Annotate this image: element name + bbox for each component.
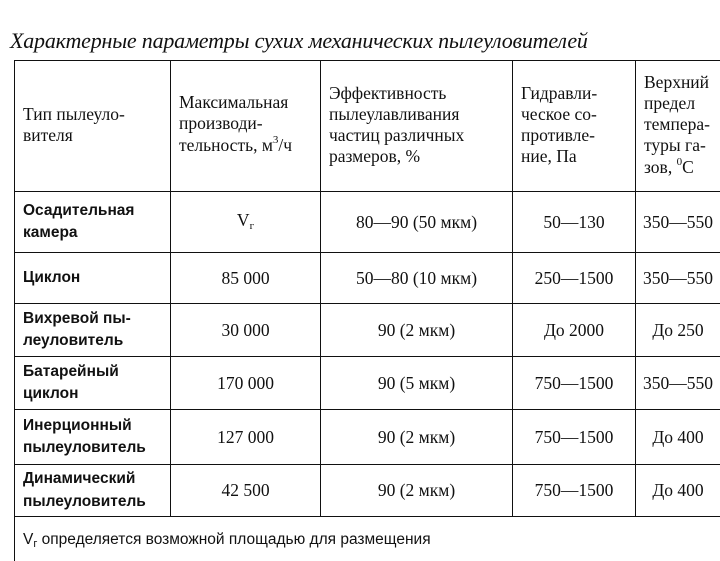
document-title: Характерные параметры сухих механических пылеуловителей xyxy=(10,28,588,54)
table-footnote-row xyxy=(15,517,720,561)
row-resistance: 750—1500 xyxy=(513,465,636,517)
header-efficiency xyxy=(321,61,513,192)
row-type: Батарейный циклон xyxy=(15,357,171,410)
footnote-symbol: V xyxy=(23,531,33,548)
table-row xyxy=(15,410,720,465)
header-resistance-label: Гидравли- ческое со- противле- ние, Па xyxy=(521,83,597,166)
table-header-row xyxy=(15,61,720,192)
table-row xyxy=(15,465,720,517)
row-temp-limit: До 400 xyxy=(636,410,720,465)
table-row xyxy=(15,357,720,410)
row-max-productivity: 170 000 xyxy=(171,357,321,410)
row-temp-limit: До 250 xyxy=(636,304,720,357)
header-temp-limit-unit: С xyxy=(682,157,694,177)
row-resistance: 250—1500 xyxy=(513,253,636,304)
header-temp-limit-sup: 0 xyxy=(677,156,683,168)
row-efficiency: 50—80 (10 мкм) xyxy=(321,253,513,304)
table-row xyxy=(15,253,720,304)
header-temp-limit xyxy=(636,61,720,192)
row-type: Осадительная камера xyxy=(15,192,171,253)
row-efficiency: 90 (5 мкм) xyxy=(321,357,513,410)
header-max-productivity-suffix: /ч xyxy=(278,135,292,155)
table-row xyxy=(15,192,720,253)
header-resistance xyxy=(513,61,636,192)
row-type: Вихревой пы- леуловитель xyxy=(15,304,171,357)
row-max-productivity-value: V xyxy=(237,210,250,230)
row-temp-limit: 350—550 xyxy=(636,253,720,304)
table-footnote xyxy=(15,517,720,561)
row-efficiency: 80—90 (50 мкм) xyxy=(321,192,513,253)
header-temp-limit-label: Верхний предел темпера- туры га- зов, xyxy=(644,72,710,177)
header-efficiency-label: Эффективность пылеулавливания частиц различных размеров, % xyxy=(329,83,464,166)
row-max-productivity: 85 000 xyxy=(171,253,321,304)
row-max-productivity xyxy=(171,192,321,253)
header-max-productivity-sup: 3 xyxy=(273,134,279,146)
row-resistance: 50—130 xyxy=(513,192,636,253)
row-temp-limit: 350—550 xyxy=(636,357,720,410)
row-temp-limit: 350—550 xyxy=(636,192,720,253)
footnote-text: определяется возможной площадью для размещения xyxy=(37,531,430,548)
row-resistance: До 2000 xyxy=(513,304,636,357)
row-type: Динамический пылеуловитель xyxy=(15,465,171,517)
header-type-label: Тип пылеуло- вителя xyxy=(23,104,125,145)
footnote-symbol-sub: г xyxy=(33,538,37,550)
row-type: Циклон xyxy=(15,253,171,304)
row-efficiency: 90 (2 мкм) xyxy=(321,304,513,357)
header-max-productivity-label: Максимальная производи- тельность, м xyxy=(179,92,288,155)
row-type: Инерционный пылеуловитель xyxy=(15,410,171,465)
parameters-table-container xyxy=(14,60,720,540)
parameters-table xyxy=(14,60,720,561)
table-row xyxy=(15,304,720,357)
row-max-productivity-sub: г xyxy=(250,220,255,232)
row-max-productivity: 42 500 xyxy=(171,465,321,517)
row-max-productivity: 127 000 xyxy=(171,410,321,465)
row-resistance: 750—1500 xyxy=(513,410,636,465)
header-max-productivity xyxy=(171,61,321,192)
row-efficiency: 90 (2 мкм) xyxy=(321,410,513,465)
row-efficiency: 90 (2 мкм) xyxy=(321,465,513,517)
header-type xyxy=(15,61,171,192)
row-temp-limit: До 400 xyxy=(636,465,720,517)
row-max-productivity: 30 000 xyxy=(171,304,321,357)
row-resistance: 750—1500 xyxy=(513,357,636,410)
